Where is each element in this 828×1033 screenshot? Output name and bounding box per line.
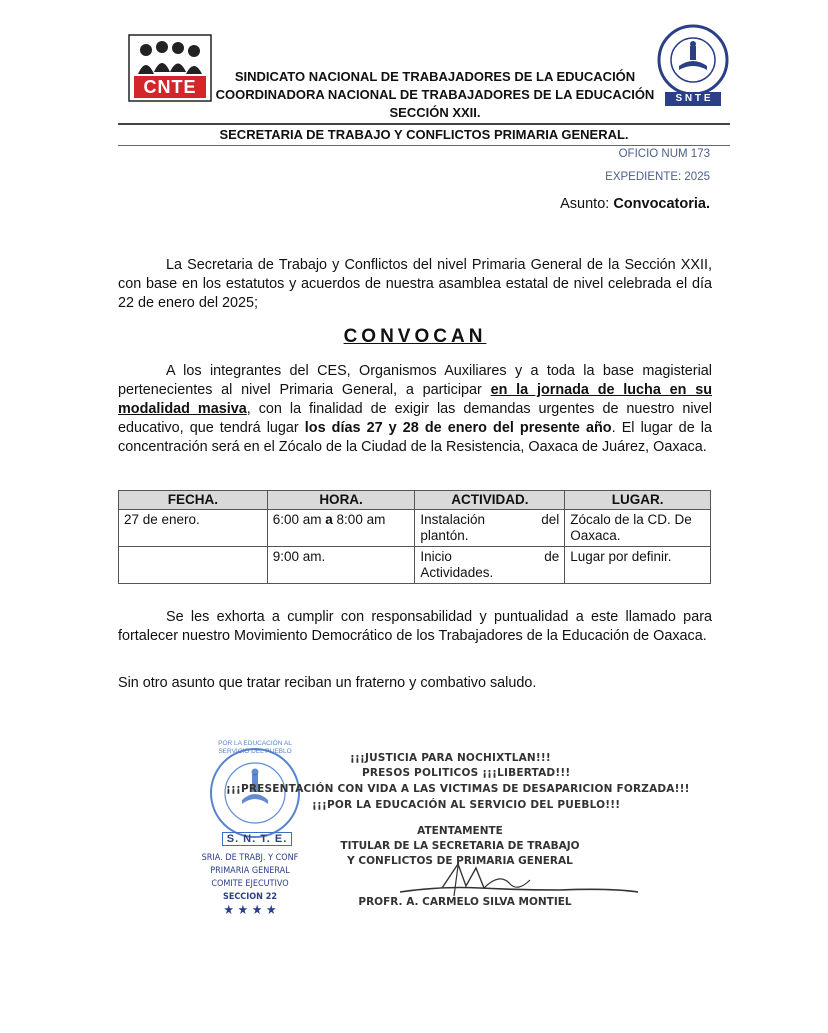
actividad-word-3: Actividades. bbox=[420, 565, 494, 580]
body-text-2: , con la finalidad de exigir las demandas urgentes de nuestro nivel educativo, que tendrá lugar bbox=[118, 401, 712, 436]
actividad-word-2: de bbox=[544, 549, 560, 564]
stamp-line-2: PRIMARIA GENERAL bbox=[210, 866, 290, 876]
snte-logo-label: S N T E bbox=[675, 93, 711, 104]
actividad-word-1: Inicio bbox=[420, 549, 452, 564]
actividad-word-2: del bbox=[541, 512, 560, 527]
column-header-hora: HORA. bbox=[267, 491, 415, 510]
stamp-line-4: SECCION 22 bbox=[223, 892, 277, 902]
asunto-label: Asunto: bbox=[560, 196, 610, 212]
hora-start: 6:00 am bbox=[272, 512, 322, 527]
handwritten-signature bbox=[380, 858, 660, 900]
table-row bbox=[119, 510, 711, 547]
cell-fecha: 27 de enero. bbox=[119, 510, 268, 547]
asunto-line bbox=[560, 196, 710, 212]
convocan-heading: CONVOCAN bbox=[343, 326, 487, 347]
body-text-3: . El lugar de la concentración será en el Zócalo de la Ciudad de la Resistencia, Oaxaca de Juárez, Oaxaca. bbox=[118, 420, 712, 455]
cell-lugar: Lugar por definir. bbox=[565, 547, 711, 584]
column-header-actividad: ACTIVIDAD. bbox=[415, 491, 565, 510]
column-header-lugar: LUGAR. bbox=[565, 491, 711, 510]
slogan-justicia: ¡¡¡JUSTICIA PARA NOCHIXTLAN!!! bbox=[350, 752, 551, 764]
schedule-table bbox=[118, 490, 711, 584]
header-divider-bottom bbox=[118, 145, 730, 146]
atentamente-label: ATENTAMENTE bbox=[417, 825, 503, 837]
convocatoria-body bbox=[118, 362, 712, 457]
cell-actividad bbox=[415, 547, 565, 584]
slogan-presentacion: ¡¡¡PRESENTACIÓN CON VIDA A LAS VICTIMAS DE DESAPARICION FORZADA!!! bbox=[226, 783, 690, 795]
table-row bbox=[119, 547, 711, 584]
cell-fecha bbox=[119, 547, 268, 584]
stamp-line-1: SRIA. DE TRABJ. Y CONF bbox=[201, 853, 299, 863]
body-emphasis-dates: los días 27 y 28 de enero del presente año bbox=[304, 420, 612, 436]
actividad-word-3: plantón. bbox=[420, 528, 469, 543]
body-emphasis-jornada: en la jornada de lucha en su modalidad masiva bbox=[118, 382, 712, 417]
cell-hora: 9:00 am. bbox=[267, 547, 415, 584]
slogan-educacion: ¡¡¡POR LA EDUCACIÓN AL SERVICIO DEL PUEBLO!!! bbox=[312, 799, 621, 811]
cell-hora bbox=[267, 510, 415, 547]
column-header-fecha: FECHA. bbox=[119, 491, 268, 510]
intro-paragraph: La Secretaria de Trabajo y Conflictos del nivel Primaria General de la Sección XXII, con base en los estatutos y acuerdos de nuestra asamblea estatal de nivel celebrada el día 22 de enero del 2025; bbox=[118, 257, 712, 311]
expediente: EXPEDIENTE: 2025 bbox=[605, 171, 710, 183]
stamp-stars: ★ ★ ★ ★ bbox=[223, 903, 277, 918]
header-divider-top bbox=[118, 123, 730, 125]
cell-lugar: Zócalo de la CD. De Oaxaca. bbox=[565, 510, 711, 547]
closing-exhortation: Se les exhorta a cumplir con responsabilidad y puntualidad a este llamado para fortalecer nuestro Movimiento Democrático de los Trabajadores de la Educación de Oaxaca. bbox=[118, 609, 712, 644]
signatory-title-line-1: TITULAR DE LA SECRETARIA DE TRABAJO bbox=[340, 840, 580, 852]
cnte-logo-text: CNTE bbox=[143, 77, 197, 97]
stamp-line-3: COMITE EJECUTIVO bbox=[211, 879, 289, 889]
hora-separator: a bbox=[325, 512, 333, 527]
slogan-presos: PRESOS POLITICOS ¡¡¡LIBERTAD!!! bbox=[362, 767, 571, 779]
oficio-number: OFICIO NUM 173 bbox=[618, 148, 710, 160]
header-coordinadora: COORDINADORA NACIONAL DE TRABAJADORES DE LA EDUCACIÓN bbox=[215, 87, 655, 102]
table-header-row bbox=[119, 491, 711, 510]
signatory-name: PROFR. A. CARMELO SILVA MONTIEL bbox=[358, 896, 572, 908]
header-union-name: SINDICATO NACIONAL DE TRABAJADORES DE LA EDUCACIÓN bbox=[234, 69, 636, 84]
body-text-1: A los integrantes del CES, Organismos Auxiliares y a toda la base magisterial pertenecientes al nivel Primaria General, a participar bbox=[118, 363, 712, 398]
actividad-word-1: Instalación bbox=[420, 512, 485, 527]
header-section: SECCIÓN XXII. bbox=[389, 105, 481, 120]
signatory-title-line-2: Y CONFLICTOS DE PRIMARIA GENERAL bbox=[347, 855, 573, 867]
closing-salutation: Sin otro asunto que tratar reciban un fraterno y combativo saludo. bbox=[118, 675, 537, 691]
header-subtitle: SECRETARIA DE TRABAJO Y CONFLICTOS PRIMARIA GENERAL. bbox=[219, 127, 629, 142]
cell-actividad bbox=[415, 510, 565, 547]
asunto-value: Convocatoria. bbox=[613, 196, 710, 212]
seal-ring-text: POR LA EDUCACIÓN AL SERVICIO DEL PUEBLO bbox=[218, 740, 292, 755]
hora-end: 8:00 am bbox=[336, 512, 386, 527]
seal-snte-box: S. N. T. E. bbox=[222, 832, 292, 846]
